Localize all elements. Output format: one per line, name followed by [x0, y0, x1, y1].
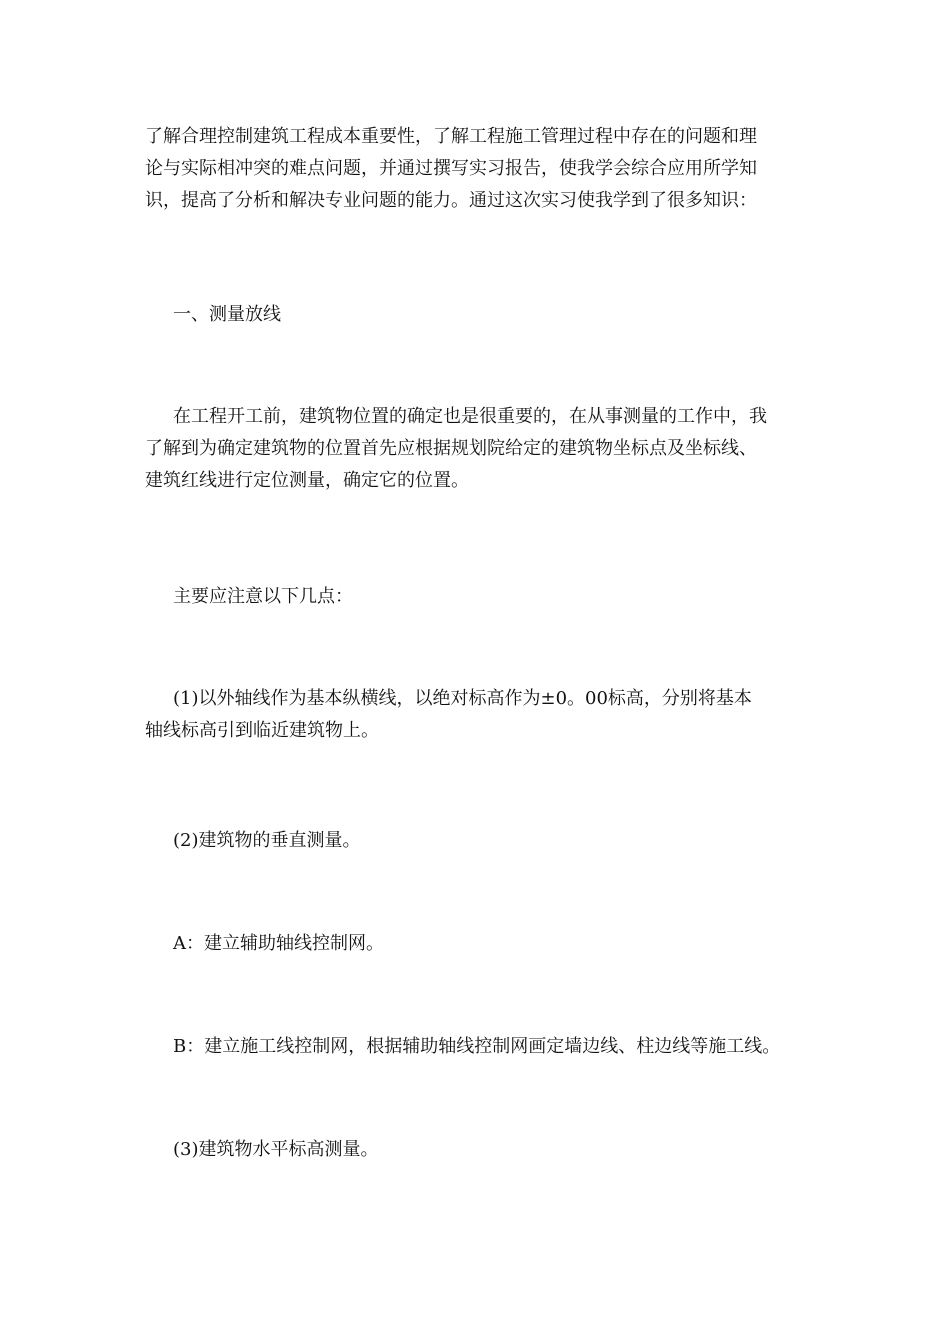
- text-line: (2)建筑物的垂直测量。: [173, 830, 361, 851]
- notes-intro-paragraph: [145, 581, 838, 613]
- text-line: 主要应注意以下几点：: [173, 586, 353, 607]
- text-line: B：建立施工线控制网，根据辅助轴线控制网画定墙边线、柱边线等施工线。: [173, 1036, 781, 1057]
- item-3-paragraph: [145, 1134, 838, 1166]
- heading-text: 一、测量放线: [173, 304, 281, 325]
- text-line: (1)以外轴线作为基本纵横线，以绝对标高作为±0。00标高，分别将基本: [173, 688, 752, 709]
- text-line: 建筑红线进行定位测量，确定它的位置。: [145, 470, 469, 491]
- section-heading: [145, 299, 838, 331]
- text-line: 了解到为确定建筑物的位置首先应根据规划院给定的建筑物坐标点及坐标线、: [145, 438, 757, 459]
- text-line: 了解合理控制建筑工程成本重要性，了解工程施工管理过程中存在的问题和理: [145, 126, 757, 147]
- item-1-paragraph: [145, 683, 810, 747]
- text-line: 在工程开工前，建筑物位置的确定也是很重要的，在从事测量的工作中，我: [173, 406, 767, 427]
- intro-paragraph: [145, 121, 810, 217]
- text-line: A：建立辅助轴线控制网。: [173, 933, 384, 954]
- text-line: 识，提高了分析和解决专业问题的能力。通过这次实习使我学到了很多知识：: [145, 190, 757, 211]
- positioning-paragraph: [145, 401, 810, 497]
- item-a-paragraph: [145, 928, 838, 960]
- text-line: 轴线标高引到临近建筑物上。: [145, 720, 379, 741]
- text-line: 论与实际相冲突的难点问题，并通过撰写实习报告，使我学会综合应用所学知: [145, 158, 757, 179]
- text-line: (3)建筑物水平标高测量。: [173, 1139, 379, 1160]
- item-2-paragraph: [145, 825, 838, 857]
- item-b-paragraph: [145, 1031, 838, 1063]
